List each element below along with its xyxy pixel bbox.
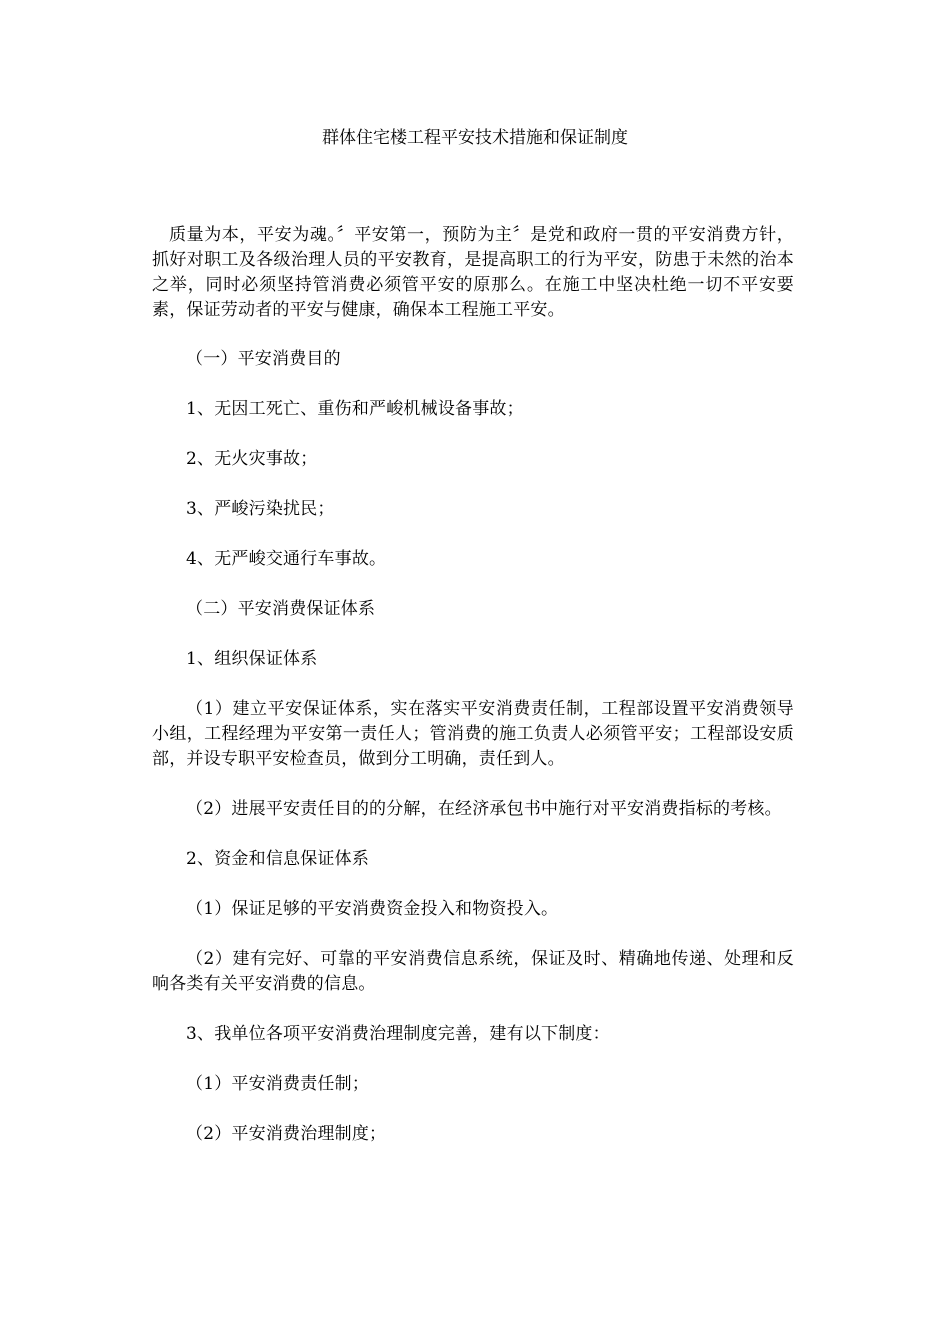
list-item: 2、无火灾事故；: [186, 449, 318, 469]
list-item: 1、无因工死亡、重伤和严峻机械设备事故；: [186, 399, 524, 419]
body-paragraph: （2）建有完好、可靠的平安消费信息系统，保证及时、精确地传递、处理和反响各类有关平安消费的信息。: [152, 949, 794, 994]
list-item: （2）平安消费治理制度；: [186, 1124, 387, 1144]
section-heading-1: （一）平安消费目的: [186, 349, 341, 369]
subsection-heading: 3、我单位各项平安消费治理制度完善，建有以下制度：: [186, 1024, 610, 1044]
body-paragraph: （2）进展平安责任目的的分解，在经济承包书中施行对平安消费指标的考核。: [186, 799, 782, 819]
body-paragraph: （1）建立平安保证体系，实在落实平安消费责任制，工程部设置平安消费领导小组，工程经理为平安第一责任人；管消费的施工负责人必须管平安；工程部设安质部，并设专职平安检查员，做到分工明确，责任到人。: [152, 699, 794, 769]
list-item: 3、严峻污染扰民；: [186, 499, 335, 519]
subsection-heading: 1、组织保证体系: [186, 649, 318, 669]
intro-paragraph: 质量为本，平安为魂。〞平安第一，预防为主〞是党和政府一贯的平安消费方针，抓好对职工及各级治理人员的平安教育，是提高职工的行为平安，防患于未然的治本之举，同时必须坚持管消费必须管平安的原那么。在施工中坚决杜绝一切不平安要素，保证劳动者的平安与健康，确保本工程施工平安。: [152, 225, 794, 320]
section-heading-2: （二）平安消费保证体系: [186, 599, 376, 619]
subsection-heading: 2、资金和信息保证体系: [186, 849, 370, 869]
list-item: 4、无严峻交通行车事故。: [186, 549, 387, 569]
body-paragraph: （1）保证足够的平安消费资金投入和物资投入。: [186, 899, 559, 919]
document-title: 群体住宅楼工程平安技术措施和保证制度: [322, 128, 628, 148]
list-item: （1）平安消费责任制；: [186, 1074, 370, 1094]
document-body: [152, 223, 794, 1172]
